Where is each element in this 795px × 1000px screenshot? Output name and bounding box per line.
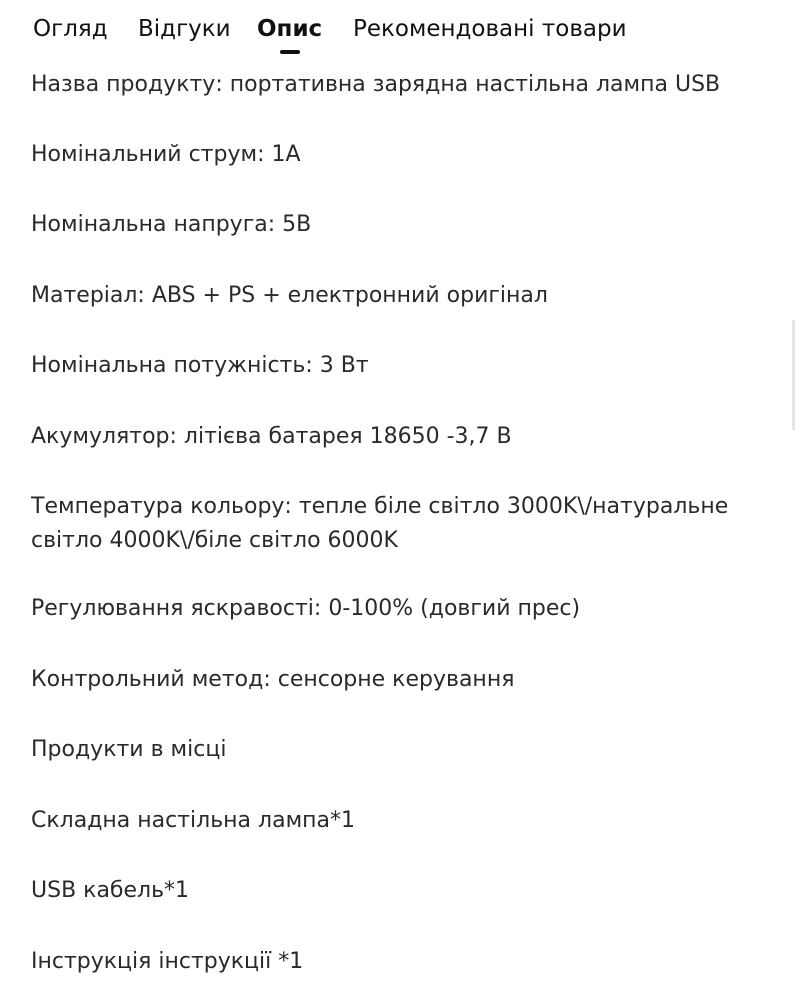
spec-battery: Акумулятор: літієва батарея 18650 -3,7 В bbox=[31, 424, 512, 449]
spec-control-method: Контрольний метод: сенсорне керування bbox=[31, 667, 515, 692]
tab-reviews[interactable]: Відгуки bbox=[138, 16, 231, 42]
package-item-lamp: Складна настільна лампа*1 bbox=[31, 808, 356, 833]
spec-rated-voltage: Номінальна напруга: 5В bbox=[31, 212, 312, 237]
tab-overview[interactable]: Огляд bbox=[33, 16, 108, 42]
package-contents-heading: Продукти в місці bbox=[31, 737, 227, 762]
product-tabs bbox=[0, 0, 795, 60]
package-item-usb-cable: USB кабель*1 bbox=[31, 878, 190, 903]
package-item-manual: Інструкція інструкції *1 bbox=[31, 949, 304, 974]
spec-color-temperature: Температура кольору: тепле біле світло 3000K\/натуральне світло 4000K\/біле світло 6000K bbox=[31, 494, 729, 553]
spec-rated-power: Номінальна потужність: 3 Вт bbox=[31, 353, 369, 378]
tab-recommended-products[interactable]: Рекомендовані товари bbox=[353, 16, 627, 42]
active-tab-indicator bbox=[280, 50, 300, 54]
spec-rated-current: Номінальний струм: 1А bbox=[31, 142, 301, 167]
tab-description[interactable]: Опис bbox=[257, 16, 323, 42]
spec-brightness-adjustment: Регулювання яскравості: 0-100% (довгий прес) bbox=[31, 596, 581, 621]
spec-material: Матеріал: ABS + PS + електронний оригінал bbox=[31, 283, 548, 308]
spec-product-name: Назва продукту: портативна зарядна настільна лампа USB bbox=[31, 72, 721, 97]
